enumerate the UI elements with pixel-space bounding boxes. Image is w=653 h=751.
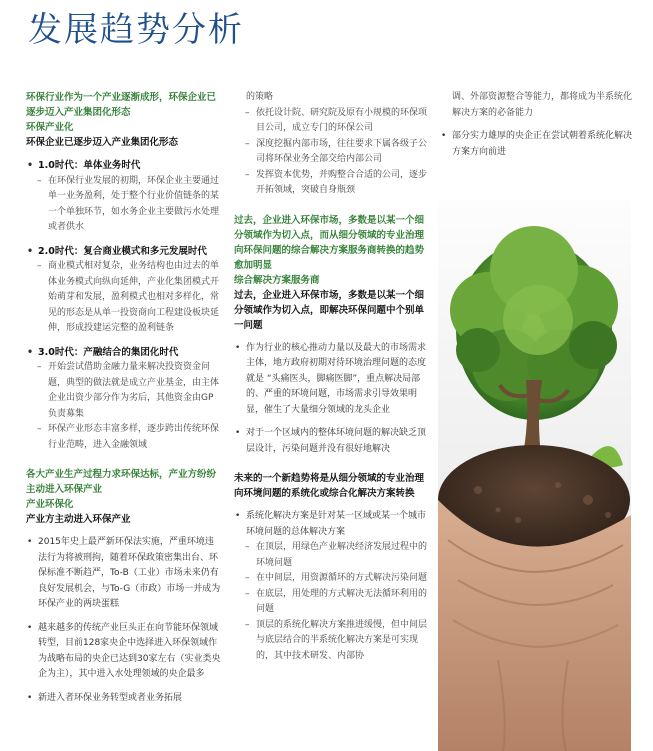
section-heading-green: 环保行业作为一个产业逐渐成形，环保企业已逐步迈入产业集团化形态 [26, 92, 217, 118]
era3-title: • 3.0时代：产融结合的集团化时代 [26, 345, 222, 361]
era1-title: • 1.0时代：单体业务时代 [26, 158, 222, 174]
era1-detail: – 在环保行业发展的初期，环保企业主要通过单一业务盈利，处于整个行业价值链条的某一个单独环节，如水务企业主要做污水处理或者供水 [26, 174, 222, 236]
right-bullet-1: • 部分实力雄厚的央企正在尝试朝着系统化解决方案方向前进 [440, 129, 632, 160]
section3-heading-black: 过去，企业进入环保市场，多数是以某一个细分领域作为切入点，即解决环保问题中个别单一问题 [234, 289, 425, 331]
layer-item-top: – 在顶层，用绿色产业解决经济发展过程中的环境问题 [234, 540, 432, 571]
section-tag-green: 环保产业化 [26, 122, 74, 133]
section3-bullet-1: • 作为行业的核心推动力量以及最大的市场需求主体，地方政府初期对待环境治理问题的态度就是 “头痛医头，脚痛医脚”，重点解决局部的、严重的环境问题，市场需求引导效果明显，催生了大量细分领域的龙头企业 [234, 341, 432, 419]
column-left [26, 90, 222, 706]
section4-bullet-1: • 系统化解决方案是针对某一区域或某一个城市环境问题的总体解决方案 [234, 509, 432, 540]
section3-heading-green: 过去，企业进入环保市场，多数是以某一个细分领域作为切入点，而从细分领域的专业治理向环保问题的综合解决方案服务商转换的趋势愈加明显 [234, 214, 425, 271]
column-right [440, 90, 632, 160]
section4-heading-black: 未来的一个新趋势将是从细分领域的专业治理向环境问题的系统化或综合化解决方案转换 [234, 473, 425, 499]
section3-bullet-2: • 对于一个区域内的整体环境问题的解决缺乏顶层设计，污染问题并没有很好地解决 [234, 426, 432, 457]
strategy-item-3: – 发挥资本优势，并购整合合适的公司，逐步开拓领域，突破自身瓶颈 [234, 168, 432, 199]
strategy-item-1: – 依托设计院、研究院及原有小规模的环保项目公司，成立专门的环保公司 [234, 106, 432, 137]
continued-text-right: 调、外部资源整合等能力，都将成为半系统化解决方案的必备能力 [452, 92, 633, 118]
section2-heading-green: 各大产业生产过程力求环保达标，产业方纷纷主动进入环保产业 [26, 469, 217, 495]
continued-text: 的策略 [246, 92, 274, 102]
section2-bullet-2: • 越来越多的传统产业巨头正在向节能环保领域转型，目前128家央企中选择进入环保领域作为战略布局的央企已达到30家左右（实业类央企为主），其中进入水处理领域的央企最多 [26, 621, 222, 683]
section2-heading-black: 产业方主动进入环保产业 [26, 514, 131, 525]
section2-bullet-1: • 2015年史上最严新环保法实施，严重环境违法行为将被刑拘，随着环保政策密集出台、环保标准不断趋严，To-B（工业）市场未来仍有良好发展机会，与To-G（市政）市场一并成为环保产业的两块蛋糕 [26, 535, 222, 613]
section-heading-black: 环保企业已逐步迈入产业集团化形态 [26, 137, 179, 148]
era3-detail-2: – 环保产业形态丰富多样，逐步跨出传统环保行业范畴，进入金融领域 [26, 422, 222, 453]
section2-tag-green: 产业环保化 [26, 499, 74, 510]
tree-in-hands-photo [438, 200, 631, 751]
layer-item-summary: – 顶层的系统化解决方案推进缓慢，但中间层与底层结合的半系统化解决方案是可实现的，其中技术研发、内部协 [234, 618, 432, 665]
page-title: 发展趋势分析 [28, 10, 244, 50]
strategy-item-2: – 深度挖掘内部市场，往往要求下属各级子公司将环保业务全部交给内部公司 [234, 137, 432, 168]
era2-title: • 2.0时代：复合商业模式和多元发展时代 [26, 244, 222, 260]
layer-item-bottom: – 在底层，用处理的方式解决无法循环利用的问题 [234, 587, 432, 618]
section2-bullet-3: • 新进入者环保业务转型或者业务拓展 [26, 691, 222, 707]
era3-detail-1: – 开始尝试借助金融力量来解决投资资金问题，典型的做法就是成立产业基金，由主体企业出资少部分作为劣后，其他资金由GP负责募集 [26, 360, 222, 422]
column-middle [234, 90, 432, 664]
era2-detail: – 商业模式相对复杂，业务结构也由过去的单体业务模式向纵向延伸，产业化集团模式开始萌芽和发展，盈利模式也相对多样化，常见的形态是从单一投资商向工程建设板块延伸，形成投建运完整的盈利链条 [26, 259, 222, 337]
section3-tag-green: 综合解决方案服务商 [234, 274, 320, 286]
layer-item-middle: – 在中间层，用资源循环的方式解决污染问题 [234, 571, 432, 587]
